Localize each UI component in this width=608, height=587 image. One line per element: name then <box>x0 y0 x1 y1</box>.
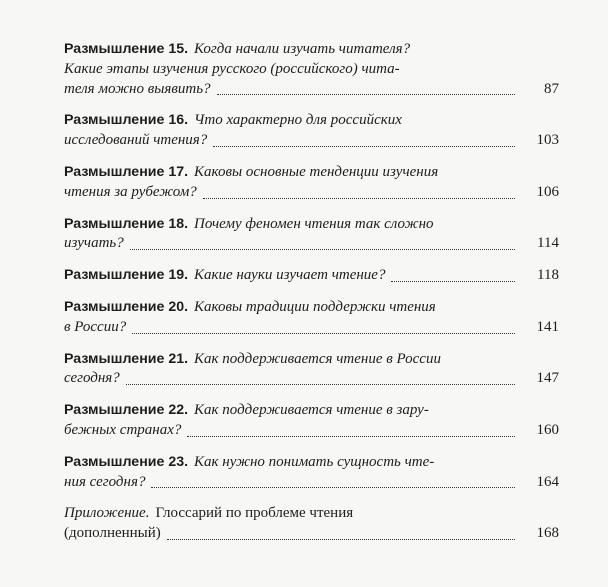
entry-text: сегодня? <box>64 370 120 387</box>
toc-line <box>64 111 559 131</box>
leader-dots <box>130 248 515 250</box>
entry-lead: Размышление 22. <box>64 402 189 419</box>
toc-entry-18[interactable] <box>64 215 559 255</box>
toc-line <box>64 473 559 493</box>
entry-text: Как поддерживается чтение в России <box>194 350 441 367</box>
entry-text: Каковы основные тенденции изучения <box>194 163 439 180</box>
appendix-lead: Приложение. <box>64 505 150 522</box>
entry-lead: Размышление 20. <box>64 298 189 315</box>
toc-entry-20[interactable] <box>64 298 559 338</box>
toc-line <box>64 215 559 235</box>
toc-line <box>64 350 559 370</box>
toc-entry-23[interactable] <box>64 453 559 493</box>
leader-dots <box>167 538 515 540</box>
leader-dots <box>213 145 515 147</box>
toc-entry-22[interactable] <box>64 401 559 441</box>
entry-text: ния сегодня? <box>64 473 146 490</box>
toc-entry-16[interactable] <box>64 111 559 151</box>
entry-text: Как нужно понимать сущность чте- <box>194 453 435 470</box>
toc-line <box>64 40 559 60</box>
entry-text: Какие этапы изучения русского (российского) чита- <box>64 60 400 77</box>
toc-line <box>64 60 559 80</box>
entry-lead: Размышление 18. <box>64 215 189 232</box>
leader-dots <box>203 197 515 199</box>
page-number: 87 <box>544 80 559 97</box>
entry-lead: Размышление 23. <box>64 453 189 470</box>
page-number: 168 <box>536 525 559 542</box>
entry-lead: Размышление 21. <box>64 350 189 367</box>
entry-text: Какие науки изучает чтение? <box>194 267 386 284</box>
entry-lead: Размышление 16. <box>64 112 189 129</box>
appendix-text: (дополненный) <box>64 525 161 542</box>
leader-dots <box>217 93 515 95</box>
toc-line <box>64 80 559 100</box>
page-number: 147 <box>536 370 559 387</box>
toc-line <box>64 453 559 473</box>
page-number: 103 <box>536 132 559 149</box>
entry-text: бежных странах? <box>64 421 182 438</box>
toc-entry-appendix[interactable] <box>64 504 559 544</box>
entry-text: Как поддерживается чтение в зару- <box>194 402 429 419</box>
toc-line <box>64 318 559 338</box>
toc-line <box>64 524 559 544</box>
entry-lead: Размышление 17. <box>64 163 189 180</box>
entry-text: Когда начали изучать читателя? <box>194 41 411 57</box>
page-number: 106 <box>536 183 559 200</box>
entry-text: теля можно выявить? <box>64 80 211 97</box>
toc-line <box>64 234 559 254</box>
entry-text: чтения за рубежом? <box>64 183 197 200</box>
toc-line <box>64 401 559 421</box>
toc-line <box>64 298 559 318</box>
leader-dots <box>391 280 515 282</box>
entry-text: Что характерно для российских <box>194 112 402 129</box>
entry-text: в России? <box>64 318 127 335</box>
toc-line <box>64 421 559 441</box>
table-of-contents <box>64 40 559 544</box>
leader-dots <box>126 383 515 385</box>
toc-line <box>64 504 559 524</box>
leader-dots <box>187 435 515 437</box>
toc-line <box>64 163 559 183</box>
toc-line <box>64 183 559 203</box>
entry-text: Каковы традиции поддержки чтения <box>194 298 436 315</box>
toc-entry-17[interactable] <box>64 163 559 203</box>
toc-line <box>64 369 559 389</box>
toc-line <box>64 131 559 151</box>
page-number: 118 <box>537 267 559 284</box>
leader-dots <box>132 332 515 334</box>
page-number: 114 <box>537 235 559 252</box>
entry-text: исследований чтения? <box>64 132 208 149</box>
entry-text: изучать? <box>64 235 124 252</box>
entry-lead: Размышление 19. <box>64 267 189 284</box>
page-number: 164 <box>536 473 559 490</box>
toc-entry-15[interactable] <box>64 40 559 99</box>
toc-line <box>64 266 559 286</box>
entry-lead: Размышление 15. <box>64 41 189 57</box>
page-number: 141 <box>536 318 559 335</box>
entry-text: Почему феномен чтения так сложно <box>194 215 434 232</box>
page-number: 160 <box>536 421 559 438</box>
appendix-text: Глоссарий по проблеме чтения <box>155 505 354 522</box>
toc-entry-19[interactable] <box>64 266 559 286</box>
toc-entry-21[interactable] <box>64 350 559 390</box>
leader-dots <box>151 486 515 488</box>
